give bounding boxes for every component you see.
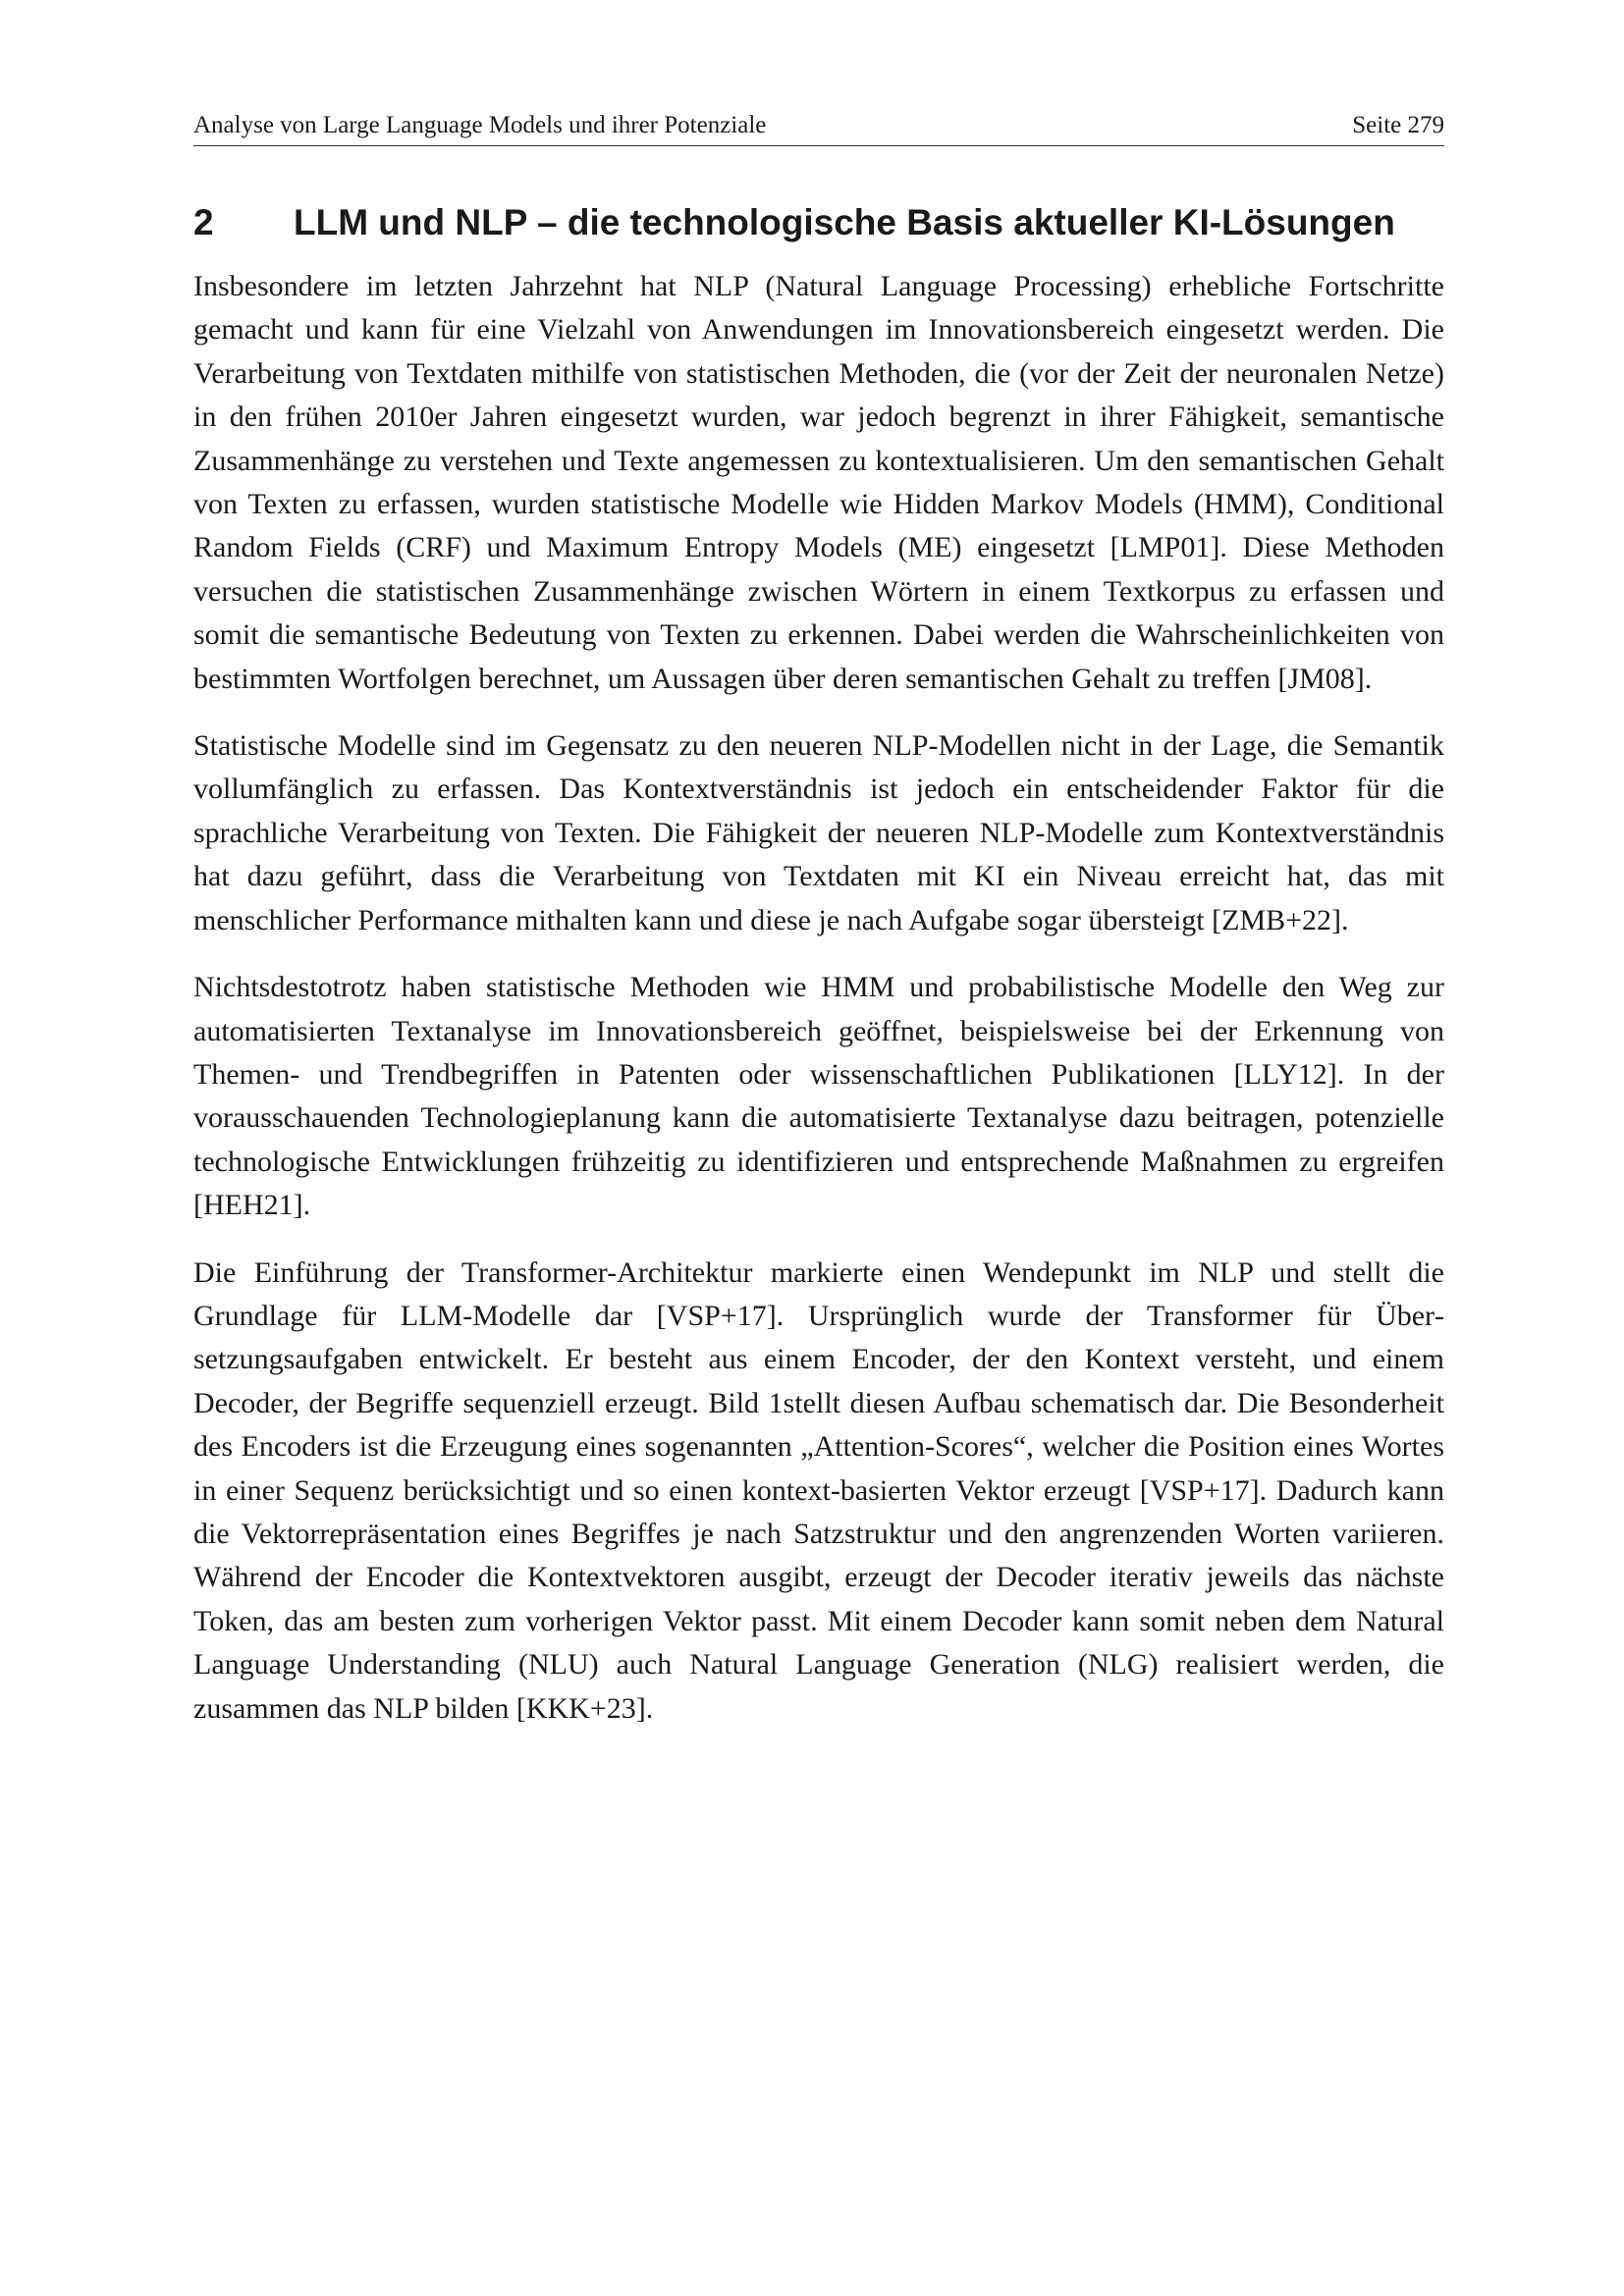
section-heading [193,196,1444,249]
body-text [193,265,1444,1754]
paragraph: Insbesondere im letzten Jahrzehnt hat NLP (Natural Language Processing) erhebliche Fortschritte gemacht und kann für eine Vielzahl von Anwendungen im Innovationsbereich eingesetzt werden. Die Verarbeitung von Textdaten mithilfe von statistischen Methoden, die (vor der Zeit der neuronalen Netze) in den frühen 2010er Jahren eingesetzt wurden, war jedoch begrenzt in ihrer Fähigkeit, semantische Zusammenhänge zu verstehen und Texte angemessen zu kontextualisieren. Um den semantischen Gehalt von Texten zu erfassen, wurden statistische Modelle wie Hidden Markov Models (HMM), Conditional Random Fields (CRF) und Maximum Entropy Models (ME) eingesetzt [LMP01]. Diese Methoden versuchen die statistischen Zusammenhänge zwischen Wörtern in einem Textkorpus zu erfassen und somit die semantische Bedeutung von Texten zu erkennen. Dabei werden die Wahrscheinlichkeiten von bestimmten Wortfolgen berechnet, um Aussagen über deren semantischen Gehalt zu treffen [JM08]. [193,270,1444,695]
section-title: LLM und NLP – die technologische Basis aktueller KI-Lösungen [294,202,1395,242]
paragraph: Statistische Modelle sind im Gegensatz zu den neueren NLP-Modellen nicht in der Lage, die Semantik vollumfänglich zu erfassen. Das Kontextverständnis ist jedoch ein entscheidender Faktor für die sprachliche Verarbeitung von Texten. Die Fähigkeit der neueren NLP-Modelle zum Kontextverständnis hat dazu geführt, dass die Verarbeitung von Textdaten mit KI ein Niveau erreicht hat, das mit menschlicher Performance mithalten kann und diese je nach Aufgabe sogar übersteigt [ZMB+22]. [193,729,1444,936]
paragraph: Nichtsdestotrotz haben statistische Methoden wie HMM und probabilistische Modelle den Weg zur automatisierten Textanalyse im Innovationsbereich geöffnet, beispielsweise bei der Erkennung von Themen- und Trendbegriffen in Patenten oder wissenschaftlichen Publikationen [LLY12]. In der vorausschauenden Technologieplanung kann die automatisierte Textanalyse dazu beitragen, potenzielle technologische Entwicklungen frühzeitig zu identifizieren und entsprechende Maßnahmen zu ergreifen [HEH21]. [193,971,1444,1222]
section-number: 2 [193,202,214,242]
page-number: Seite 279 [1352,112,1444,138]
paragraph: Die Einführung der Transformer-Architektur markierte einen Wendepunkt im NLP und stellt die Grundlage für LLM-Modelle dar [VSP+17]. Ursprünglich wurde der Transformer für Übersetzungsaufgaben entwickelt. Er besteht aus einem Encoder, der den Kontext versteht, und einem Decoder, der Begriffe sequenziell erzeugt. Bild 1stellt diesen Aufbau schematisch dar. Die Besonderheit des Encoders ist die Erzeugung eines sogenannten „Attention-Scores“, welcher die Position eines Wortes in einer Sequenz berücksichtigt und so einen kontext-basierten Vektor erzeugt [VSP+17]. Dadurch kann die Vektorrepräsentation eines Begriffes je nach Satzstruktur und den angrenzenden Worten variieren. Während der Encoder die Kontextvektoren ausgibt, erzeugt der Decoder iterativ jeweils das nächste Token, das am besten zum vorherigen Vektor passt. Mit einem Decoder kann somit neben dem Natural Language Understanding (NLU) auch Natural Language Generation (NLG) realisiert werden, die zusammen das NLP bilden [KKK+23]. [193,1255,1444,1725]
running-header [193,106,1444,146]
header-title: Analyse von Large Language Models und ihrer Potenziale [193,112,767,138]
